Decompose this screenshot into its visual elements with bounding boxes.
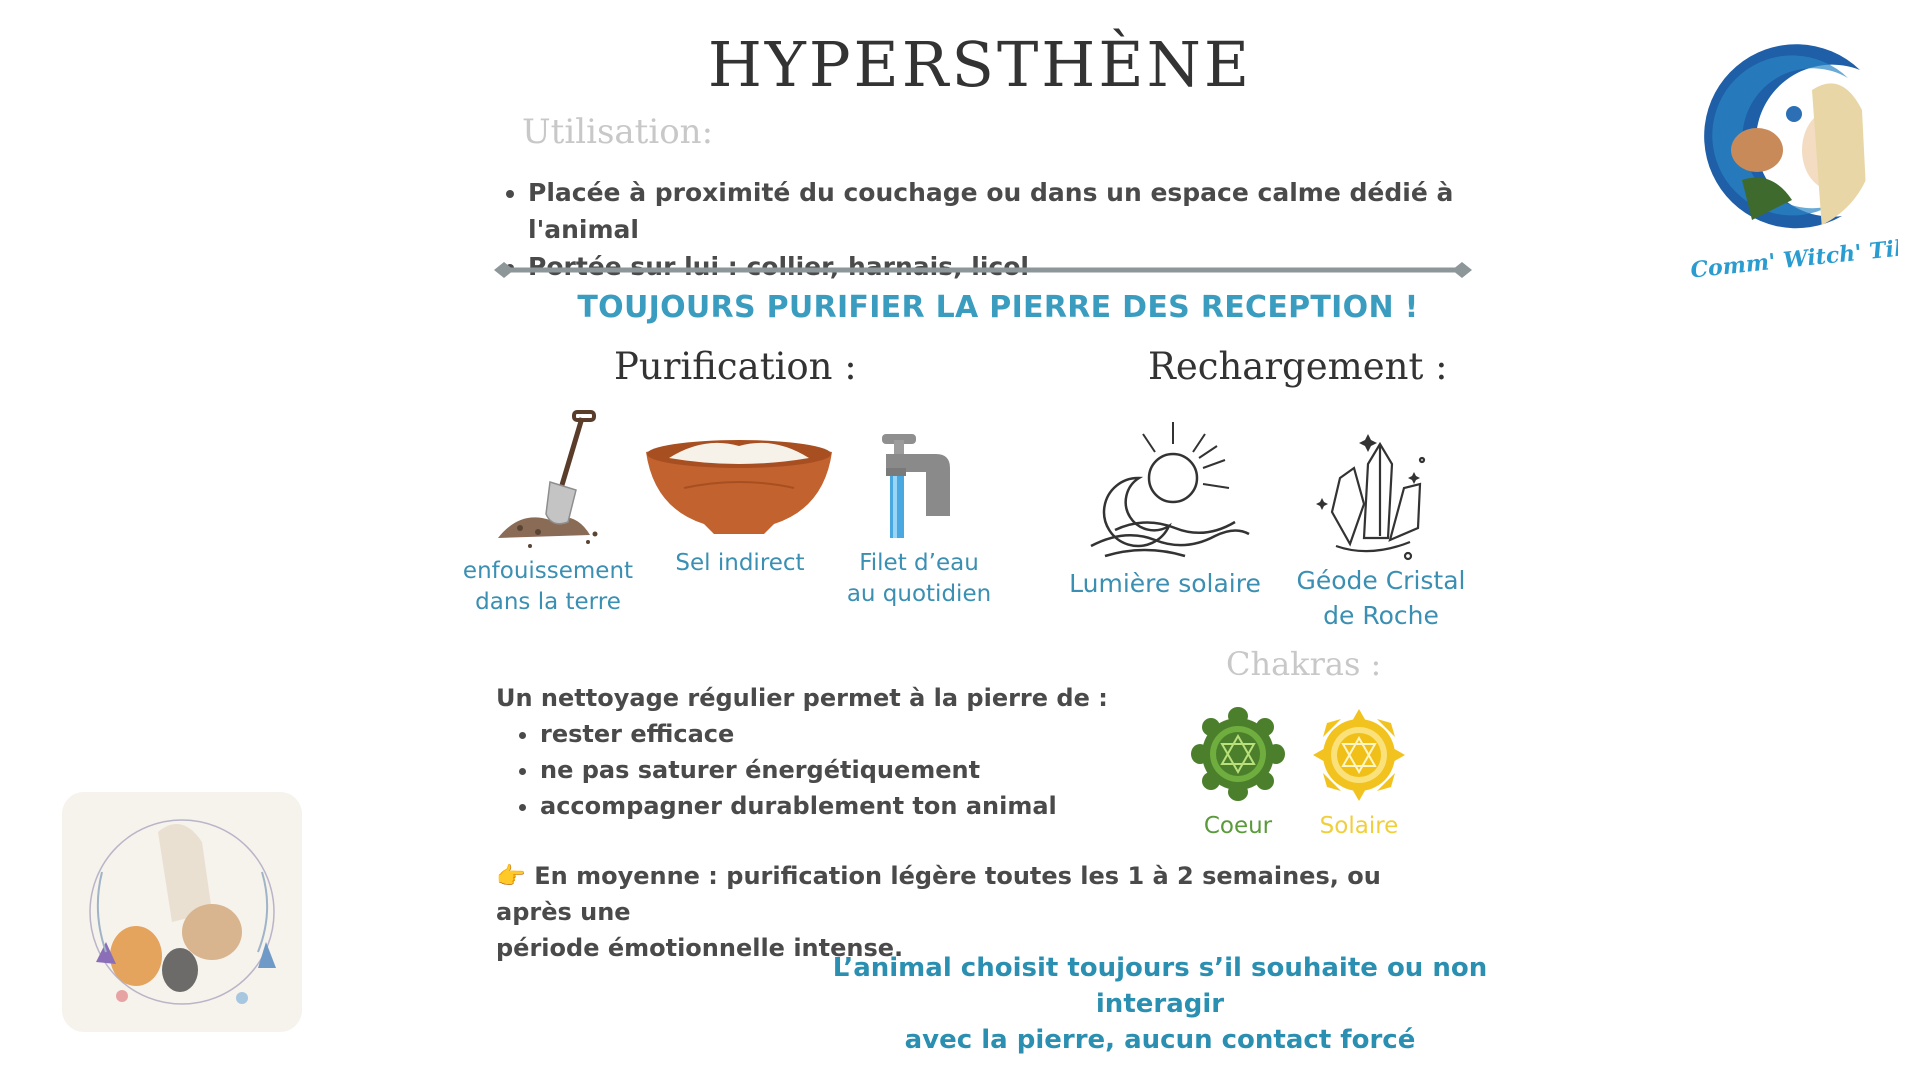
heart-chakra-icon xyxy=(1190,706,1286,802)
average-note: 👉 En moyenne : purification légère toutes les 1 à 2 semaines, ou après une période émotionnelle intense. xyxy=(496,862,1381,962)
pointing-hand-icon: 👉 xyxy=(496,862,526,890)
purify-warning: TOUJOURS PURIFIER LA PIERRE DES RECEPTION ! xyxy=(577,290,1419,325)
page-title: HYPERSTHÈNE xyxy=(707,28,1253,101)
salt-bowl-icon xyxy=(644,438,834,534)
sun-moon-icon xyxy=(1085,416,1253,562)
crystal-geode-icon xyxy=(1310,428,1434,564)
list-item: • accompagner durablement ton animal xyxy=(540,788,1100,824)
list-item: • ne pas saturer énergétiquement xyxy=(540,752,1100,788)
method-caption: enfouissement dans la terre xyxy=(462,558,634,615)
list-item: • Portée sur lui : collier, harnais, licol xyxy=(528,248,1528,285)
list-item: • rester efficace xyxy=(540,716,1100,752)
method-caption: Géode Cristal de Roche xyxy=(1296,566,1466,630)
cleaning-intro: Un nettoyage régulier permet à la pierre de : xyxy=(496,684,1108,712)
cleaning-list xyxy=(512,716,1100,824)
method-caption: Lumière solaire xyxy=(1069,569,1261,598)
shovel-icon xyxy=(490,410,610,550)
chakras-label: Chakras : xyxy=(1226,645,1382,683)
purification-title: Purification : xyxy=(614,345,857,388)
section-divider xyxy=(494,262,1472,278)
chakra-name-solar: Solaire xyxy=(1319,813,1399,839)
solar-chakra-icon xyxy=(1310,706,1408,804)
method-caption: Filet d’eau au quotidien xyxy=(846,550,992,607)
logo-text: Comm' Witch' Tili xyxy=(1689,234,1898,280)
animals-illustration xyxy=(62,792,302,1032)
list-item: • Placée à proximité du couchage ou dans un espace calme dédié à l'animal xyxy=(528,174,1528,248)
method-caption: Sel indirect xyxy=(675,550,805,576)
recharging-title: Rechargement : xyxy=(1148,345,1448,388)
usage-label: Utilisation: xyxy=(522,112,714,152)
faucet-icon xyxy=(880,432,960,538)
footer-note: L’animal choisit toujours s’il souhaite ou non interagir avec la pierre, aucun contact forcé xyxy=(832,953,1488,1055)
brand-logo xyxy=(1672,30,1898,280)
chakra-name-heart: Coeur xyxy=(1203,813,1273,839)
